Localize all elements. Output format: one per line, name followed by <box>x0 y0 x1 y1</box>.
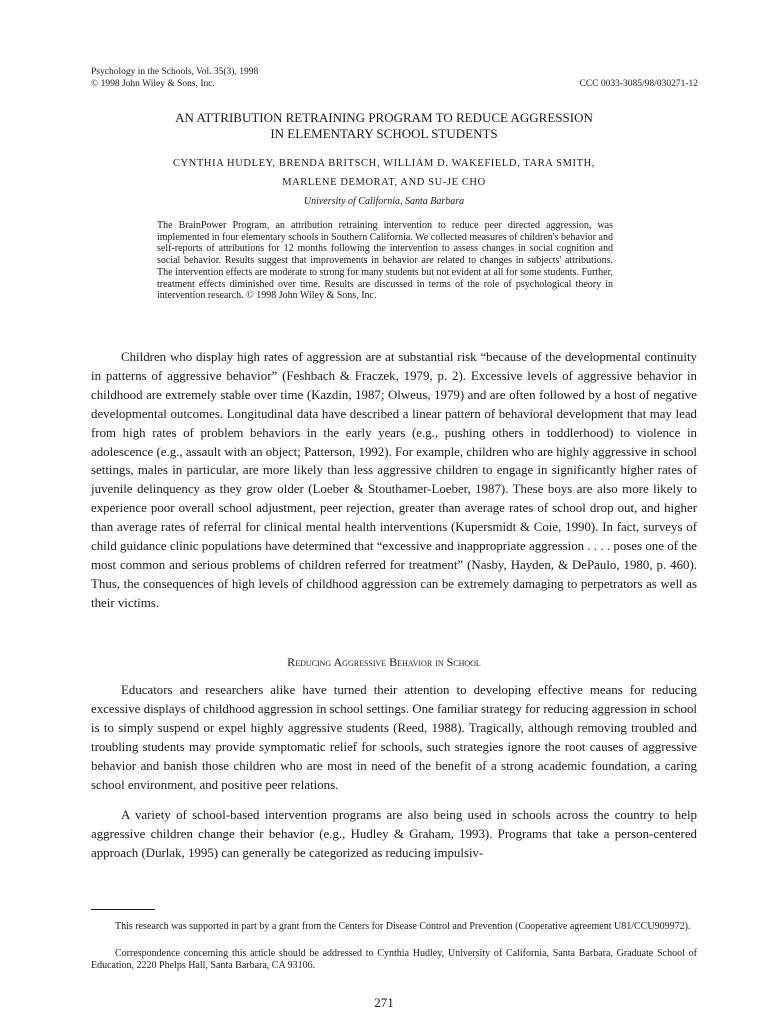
authors-line-1: CYNTHIA HUDLEY, BRENDA BRITSCH, WILLIAM D. WAKEFIELD, TARA SMITH, <box>172 158 596 169</box>
section-heading: Reducing Aggressive Behavior in School <box>287 655 481 669</box>
journal-citation: Psychology in the Schools, Vol. 35(3), 1998 <box>91 67 259 77</box>
abstract: The BrainPower Program, an attribution retraining intervention to reduce peer directed aggression, was implemented in four elementary schools in Southern California. We collected measures of children's behavior and self-reports of attributions for 12 months following the intervention to assess changes in social cognition and social behavior. Results suggest that improvements in behavior are related to changes in subjects' attributions. The intervention effects are moderate to strong for many students but not evident at all for some students. Further, treatment effects diminished over time. Results are discussed in terms of the role of psychological theory in intervention research. © 1998 John Wiley & Sons, Inc. <box>157 220 613 302</box>
body-paragraph-1: Children who display high rates of aggression are at substantial risk “because of the developmental continuity in patterns of aggressive behavior” (Feshbach & Fraczek, 1979, p. 2). Excessive levels of aggressive behavior in childhood are extremely stable over time (Kazdin, 1987; Olweus, 1979) and are often followed by a host of negative developmental outcomes. Longitudinal data have described a linear pattern of behavioral development that may lead from high rates of problem behaviors in the early years (e.g., pushing others in toddlerhood) to violence in adolescence (e.g., assault with an object; Patterson, 1992). For example, children who are highly aggressive in school settings, males in particular, are more likely than less aggressive children to engage in significantly higher rates of juvenile delinquency as they grow older (Loeber & Stouthamer-Loeber, 1987). These boys are also more likely to experience poor overall school adjustment, peer rejection, greater than average rates of school drop out, and higher than average rates of referral for clinical mental health interventions (Kupersmidt & Coie, 1990). In fact, surveys of child guidance clinic populations have determined that “excessive and inappropriate aggression . . . . poses one of the most common and serious problems of children referred for treatment” (Nasby, Hayden, & DePaulo, 1980, p. 460). Thus, the consequences of high levels of childhood aggression can be extremely damaging to perpetrators as well as their victims. <box>91 350 697 610</box>
page-number: 271 <box>374 995 394 1010</box>
title-line-1: AN ATTRIBUTION RETRAINING PROGRAM TO REDUCE AGGRESSION <box>175 110 593 125</box>
running-header-left <box>91 66 391 90</box>
footnote-funding: This research was supported in part by a grant from the Centers for Disease Control and Prevention (Cooperative agreement U81/CCU909972). <box>115 921 691 932</box>
author-list <box>0 154 768 192</box>
body-paragraph-2: Educators and researchers alike have turned their attention to developing effective means for reducing excessive displays of childhood aggression in school settings. One familiar strategy for reducing aggression in school is to simply suspend or expel highly aggressive students (Reed, 1988). Tragically, although removing troubled and troubling students may provide symptomatic relief for schools, such strategies ignore the root causes of aggressive behavior and banish those children who are most in need of the benefit of a strong academic foundation, a caring school environment, and positive peer relations. <box>91 683 697 792</box>
footnote-correspondence: Correspondence concerning this article should be addressed to Cynthia Hudley, University of California, Santa Barbara, Graduate School of Education, 2220 Phelps Hall, Santa Barbara, CA 93106. <box>91 948 697 972</box>
body-paragraph-3: A variety of school-based intervention programs are also being used in schools across the country to help aggressive children change their behavior (e.g., Hudley & Graham, 1993). Programs that take a person-centered approach (Durlak, 1995) can generally be categorized as reducing impulsiv- <box>91 808 697 860</box>
footnote-divider <box>91 909 155 910</box>
article-title <box>0 110 768 142</box>
copyright-line: © 1998 John Wiley & Sons, Inc. <box>91 79 215 89</box>
title-line-2: IN ELEMENTARY SCHOOL STUDENTS <box>270 126 498 141</box>
ccc-code: CCC 0033-3085/98/030271-12 <box>579 79 698 89</box>
authors-line-2: MARLENE DEMORAT, AND SU-JE CHO <box>282 177 486 188</box>
affiliation: University of California, Santa Barbara <box>303 196 465 207</box>
